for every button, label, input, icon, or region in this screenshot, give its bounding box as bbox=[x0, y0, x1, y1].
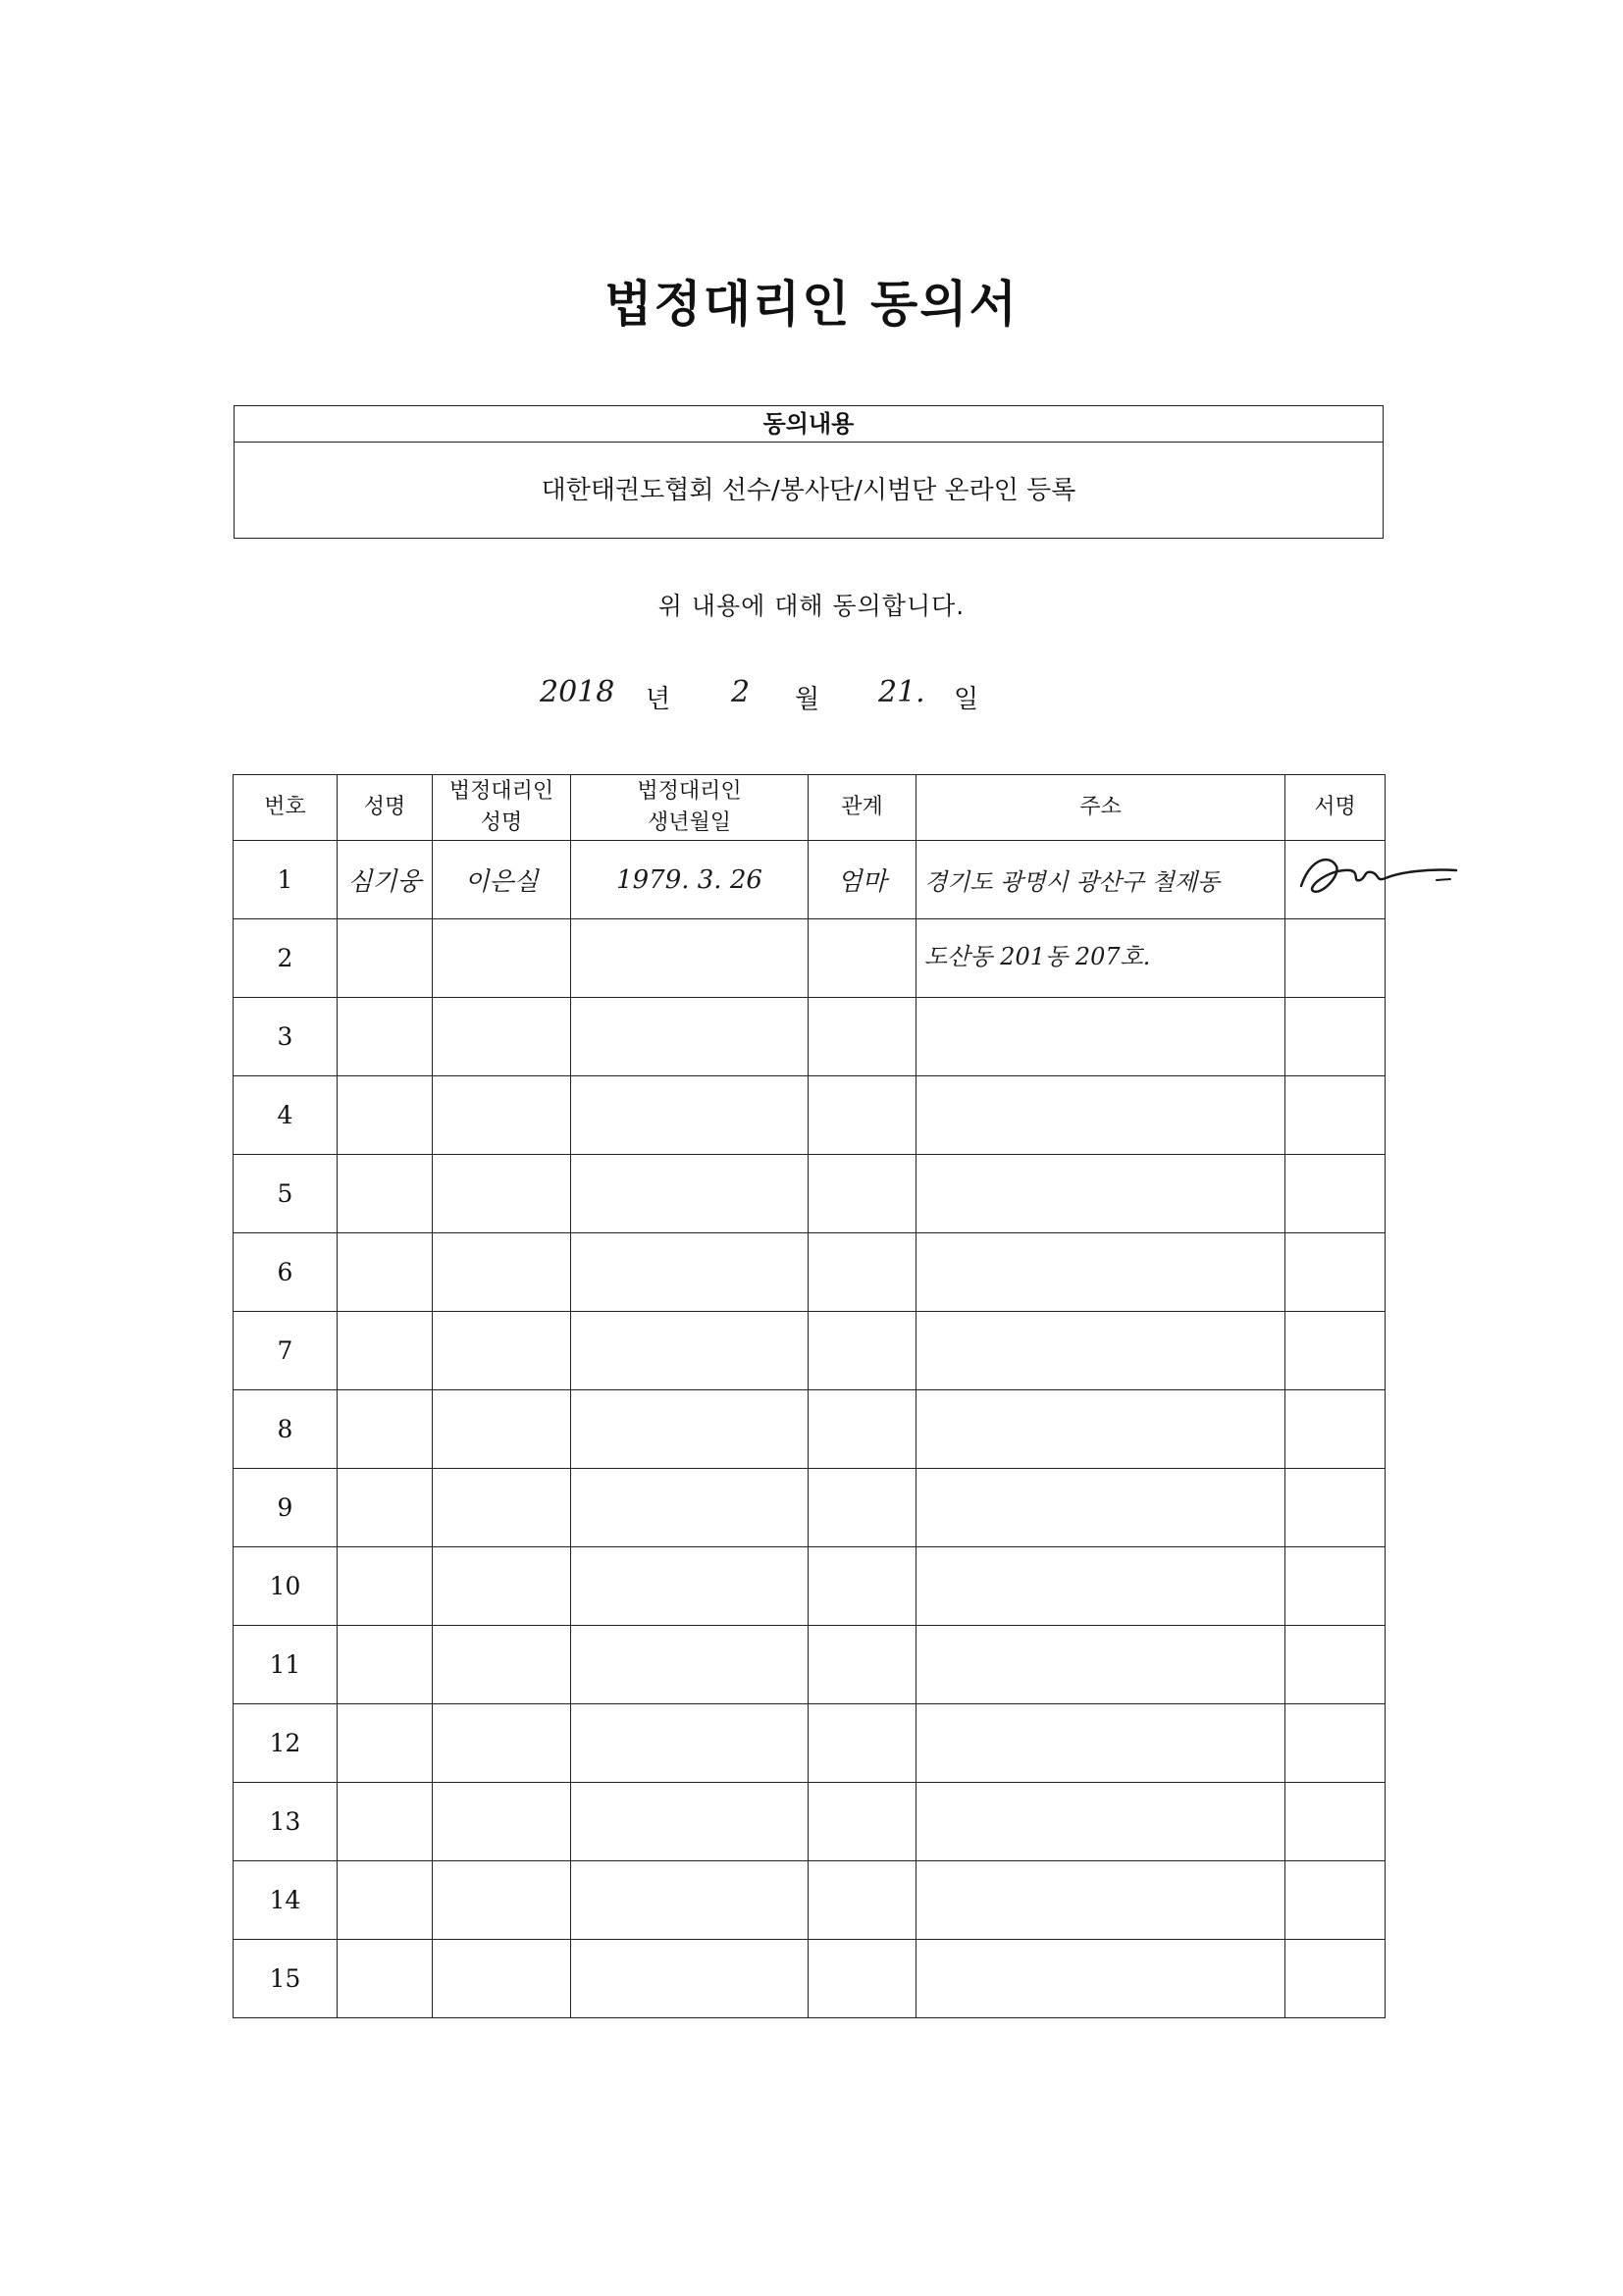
cell-name-text: 심기웅 bbox=[347, 867, 422, 897]
registration-table bbox=[233, 774, 1386, 2018]
cell-no bbox=[234, 1076, 338, 1155]
cell-no bbox=[234, 1390, 338, 1469]
cell-no-text: 12 bbox=[269, 1729, 301, 1757]
cell-no-text: 3 bbox=[277, 1022, 293, 1051]
date-month: 2 bbox=[731, 675, 751, 709]
table-row bbox=[234, 1547, 1386, 1626]
cell-address[interactable] bbox=[916, 1469, 1285, 1547]
date-day: 21. bbox=[878, 675, 925, 709]
cell-no-text: 14 bbox=[269, 1886, 301, 1914]
address-line-2: 도산동 201동 207호. bbox=[924, 943, 1151, 970]
header-guardian-name-line2: 성명 bbox=[480, 810, 523, 835]
cell-no bbox=[234, 1940, 338, 2018]
date-month-label: 월 bbox=[795, 685, 820, 714]
cell-relation[interactable] bbox=[809, 1076, 916, 1155]
table-row bbox=[234, 1940, 1386, 2018]
cell-relation[interactable] bbox=[809, 1626, 916, 1704]
header-relation: 관계 bbox=[809, 775, 916, 841]
cell-no bbox=[234, 1704, 338, 1783]
cell-guardian-name[interactable] bbox=[433, 1390, 571, 1469]
header-address: 주소 bbox=[916, 775, 1285, 841]
table-row bbox=[234, 919, 1386, 998]
header-name: 성명 bbox=[338, 775, 433, 841]
cell-no-text: 5 bbox=[277, 1179, 293, 1208]
cell-guardian-name[interactable] bbox=[433, 1469, 571, 1547]
cell-address[interactable] bbox=[916, 1626, 1285, 1704]
table-row bbox=[234, 998, 1386, 1076]
cell-address[interactable] bbox=[916, 1861, 1285, 1940]
table-row bbox=[234, 1861, 1386, 1940]
cell-guardian-birth[interactable] bbox=[571, 1861, 809, 1940]
address-line-1: 경기도 광명시 광산구 철제동 bbox=[924, 868, 1221, 896]
table-row bbox=[234, 1704, 1386, 1783]
cell-name[interactable] bbox=[338, 1861, 433, 1940]
cell-address[interactable] bbox=[916, 1783, 1285, 1861]
cell-guardian-name[interactable] bbox=[433, 1704, 571, 1783]
cell-signature[interactable] bbox=[1285, 1155, 1386, 1233]
cell-guardian-name[interactable] bbox=[433, 1626, 571, 1704]
cell-name[interactable] bbox=[338, 1076, 433, 1155]
header-guardian-birth-line1: 법정대리인 bbox=[637, 779, 742, 804]
cell-guardian-birth[interactable] bbox=[571, 1626, 809, 1704]
cell-address[interactable] bbox=[916, 998, 1285, 1076]
cell-name[interactable] bbox=[338, 1547, 433, 1626]
cell-guardian-birth[interactable] bbox=[571, 1233, 809, 1312]
table-row bbox=[234, 1390, 1386, 1469]
cell-signature[interactable] bbox=[1285, 1704, 1386, 1783]
cell-name[interactable] bbox=[338, 1626, 433, 1704]
consent-box bbox=[234, 405, 1384, 539]
cell-relation[interactable] bbox=[809, 841, 916, 919]
cell-no bbox=[234, 1547, 338, 1626]
cell-relation[interactable] bbox=[809, 1547, 916, 1626]
cell-no-text: 6 bbox=[277, 1258, 293, 1286]
cell-no bbox=[234, 1155, 338, 1233]
cell-address[interactable] bbox=[916, 1390, 1285, 1469]
cell-address[interactable] bbox=[916, 1155, 1285, 1233]
cell-guardian-birth[interactable] bbox=[571, 1704, 809, 1783]
cell-guardian-name[interactable] bbox=[433, 1312, 571, 1390]
cell-no bbox=[234, 1783, 338, 1861]
cell-no-text: 11 bbox=[269, 1650, 301, 1679]
date-year-label: 년 bbox=[646, 685, 671, 714]
cell-guardian-name[interactable] bbox=[433, 1547, 571, 1626]
cell-no-text: 1 bbox=[277, 865, 293, 894]
cell-guardian-name[interactable] bbox=[433, 841, 571, 919]
handwritten-signature bbox=[1291, 847, 1468, 915]
cell-no bbox=[234, 919, 338, 998]
cell-no-text: 8 bbox=[277, 1415, 293, 1443]
cell-name[interactable] bbox=[338, 1312, 433, 1390]
cell-signature[interactable] bbox=[1285, 1076, 1386, 1155]
date-row bbox=[530, 667, 1119, 726]
cell-signature[interactable] bbox=[1285, 1469, 1386, 1547]
cell-no-text: 2 bbox=[277, 944, 293, 972]
cell-guardian-name-text: 이은실 bbox=[464, 867, 539, 897]
cell-guardian-birth-text: 1979. 3. 26 bbox=[616, 864, 762, 895]
cell-guardian-birth[interactable] bbox=[571, 998, 809, 1076]
cell-signature[interactable] bbox=[1285, 1390, 1386, 1469]
cell-no-text: 9 bbox=[277, 1493, 293, 1522]
cell-address[interactable] bbox=[916, 1233, 1285, 1312]
table-row bbox=[234, 1783, 1386, 1861]
cell-relation-text: 엄마 bbox=[837, 867, 887, 897]
cell-guardian-name[interactable] bbox=[433, 1861, 571, 1940]
cell-name[interactable] bbox=[338, 919, 433, 998]
header-guardian-birth bbox=[571, 775, 809, 841]
cell-name[interactable] bbox=[338, 1469, 433, 1547]
date-year: 2018 bbox=[540, 675, 615, 709]
cell-relation[interactable] bbox=[809, 1940, 916, 2018]
cell-signature[interactable] bbox=[1285, 1312, 1386, 1390]
cell-no bbox=[234, 1861, 338, 1940]
cell-guardian-birth[interactable] bbox=[571, 1390, 809, 1469]
cell-guardian-name[interactable] bbox=[433, 1783, 571, 1861]
header-no: 번호 bbox=[234, 775, 338, 841]
cell-guardian-name[interactable] bbox=[433, 1233, 571, 1312]
table-row bbox=[234, 1233, 1386, 1312]
cell-address[interactable] bbox=[916, 1076, 1285, 1155]
table-row bbox=[234, 1076, 1386, 1155]
cell-relation[interactable] bbox=[809, 919, 916, 998]
cell-relation[interactable] bbox=[809, 998, 916, 1076]
cell-address[interactable] bbox=[916, 841, 1285, 919]
cell-name[interactable] bbox=[338, 1704, 433, 1783]
cell-guardian-birth[interactable] bbox=[571, 1076, 809, 1155]
cell-guardian-name[interactable] bbox=[433, 998, 571, 1076]
cell-guardian-birth[interactable] bbox=[571, 1940, 809, 2018]
cell-address[interactable] bbox=[916, 919, 1285, 998]
cell-address[interactable] bbox=[916, 1940, 1285, 2018]
cell-name[interactable] bbox=[338, 1233, 433, 1312]
cell-no-text: 10 bbox=[269, 1572, 301, 1600]
cell-no bbox=[234, 998, 338, 1076]
cell-no bbox=[234, 1626, 338, 1704]
cell-signature[interactable] bbox=[1285, 919, 1386, 998]
cell-signature[interactable] bbox=[1285, 1547, 1386, 1626]
cell-guardian-birth[interactable] bbox=[571, 1469, 809, 1547]
table-header-row bbox=[234, 775, 1386, 841]
consent-header: 동의내용 bbox=[235, 406, 1383, 443]
cell-relation[interactable] bbox=[809, 1704, 916, 1783]
cell-guardian-name[interactable] bbox=[433, 1076, 571, 1155]
cell-no bbox=[234, 1312, 338, 1390]
cell-guardian-birth[interactable] bbox=[571, 1155, 809, 1233]
cell-guardian-name[interactable] bbox=[433, 919, 571, 998]
cell-name[interactable] bbox=[338, 1783, 433, 1861]
cell-no bbox=[234, 1233, 338, 1312]
consent-text: 대한태권도협회 선수/봉사단/시범단 온라인 등록 bbox=[541, 476, 1076, 505]
agree-statement: 위 내용에 대해 동의합니다. bbox=[657, 592, 966, 620]
cell-relation[interactable] bbox=[809, 1783, 916, 1861]
table-row bbox=[234, 1626, 1386, 1704]
cell-name[interactable] bbox=[338, 1390, 433, 1469]
cell-relation[interactable] bbox=[809, 1233, 916, 1312]
cell-guardian-birth[interactable] bbox=[571, 1312, 809, 1390]
header-signature: 서명 bbox=[1285, 775, 1386, 841]
cell-name[interactable] bbox=[338, 1155, 433, 1233]
cell-signature[interactable] bbox=[1285, 1861, 1386, 1940]
cell-no-text: 7 bbox=[277, 1336, 293, 1365]
cell-guardian-name[interactable] bbox=[433, 1155, 571, 1233]
cell-no-text: 4 bbox=[277, 1101, 293, 1129]
cell-no-text: 15 bbox=[269, 1964, 301, 1993]
cell-signature[interactable] bbox=[1285, 1626, 1386, 1704]
cell-guardian-birth[interactable] bbox=[571, 919, 809, 998]
cell-no-text: 13 bbox=[269, 1807, 301, 1836]
cell-guardian-birth[interactable] bbox=[571, 841, 809, 919]
cell-name[interactable] bbox=[338, 841, 433, 919]
table-row bbox=[234, 1155, 1386, 1233]
cell-relation[interactable] bbox=[809, 1469, 916, 1547]
document-title: 법정대리인 동의서 bbox=[604, 276, 1019, 333]
cell-name[interactable] bbox=[338, 1940, 433, 2018]
cell-guardian-birth[interactable] bbox=[571, 1547, 809, 1626]
header-guardian-name-line1: 법정대리인 bbox=[448, 779, 554, 804]
date-day-label: 일 bbox=[954, 685, 979, 714]
cell-relation[interactable] bbox=[809, 1861, 916, 1940]
table-row bbox=[234, 841, 1386, 919]
table-row bbox=[234, 1312, 1386, 1390]
cell-name[interactable] bbox=[338, 998, 433, 1076]
cell-no bbox=[234, 1469, 338, 1547]
cell-no bbox=[234, 841, 338, 919]
cell-signature[interactable] bbox=[1285, 1940, 1386, 2018]
cell-guardian-birth[interactable] bbox=[571, 1783, 809, 1861]
cell-signature[interactable] bbox=[1285, 1783, 1386, 1861]
table-row bbox=[234, 1469, 1386, 1547]
cell-signature[interactable] bbox=[1285, 1233, 1386, 1312]
cell-address[interactable] bbox=[916, 1704, 1285, 1783]
header-guardian-birth-line2: 생년월일 bbox=[647, 810, 731, 835]
cell-guardian-name[interactable] bbox=[433, 1940, 571, 2018]
cell-relation[interactable] bbox=[809, 1390, 916, 1469]
cell-relation[interactable] bbox=[809, 1312, 916, 1390]
cell-relation[interactable] bbox=[809, 1155, 916, 1233]
cell-address[interactable] bbox=[916, 1312, 1285, 1390]
cell-address[interactable] bbox=[916, 1547, 1285, 1626]
header-guardian-name bbox=[433, 775, 571, 841]
cell-signature[interactable] bbox=[1285, 998, 1386, 1076]
